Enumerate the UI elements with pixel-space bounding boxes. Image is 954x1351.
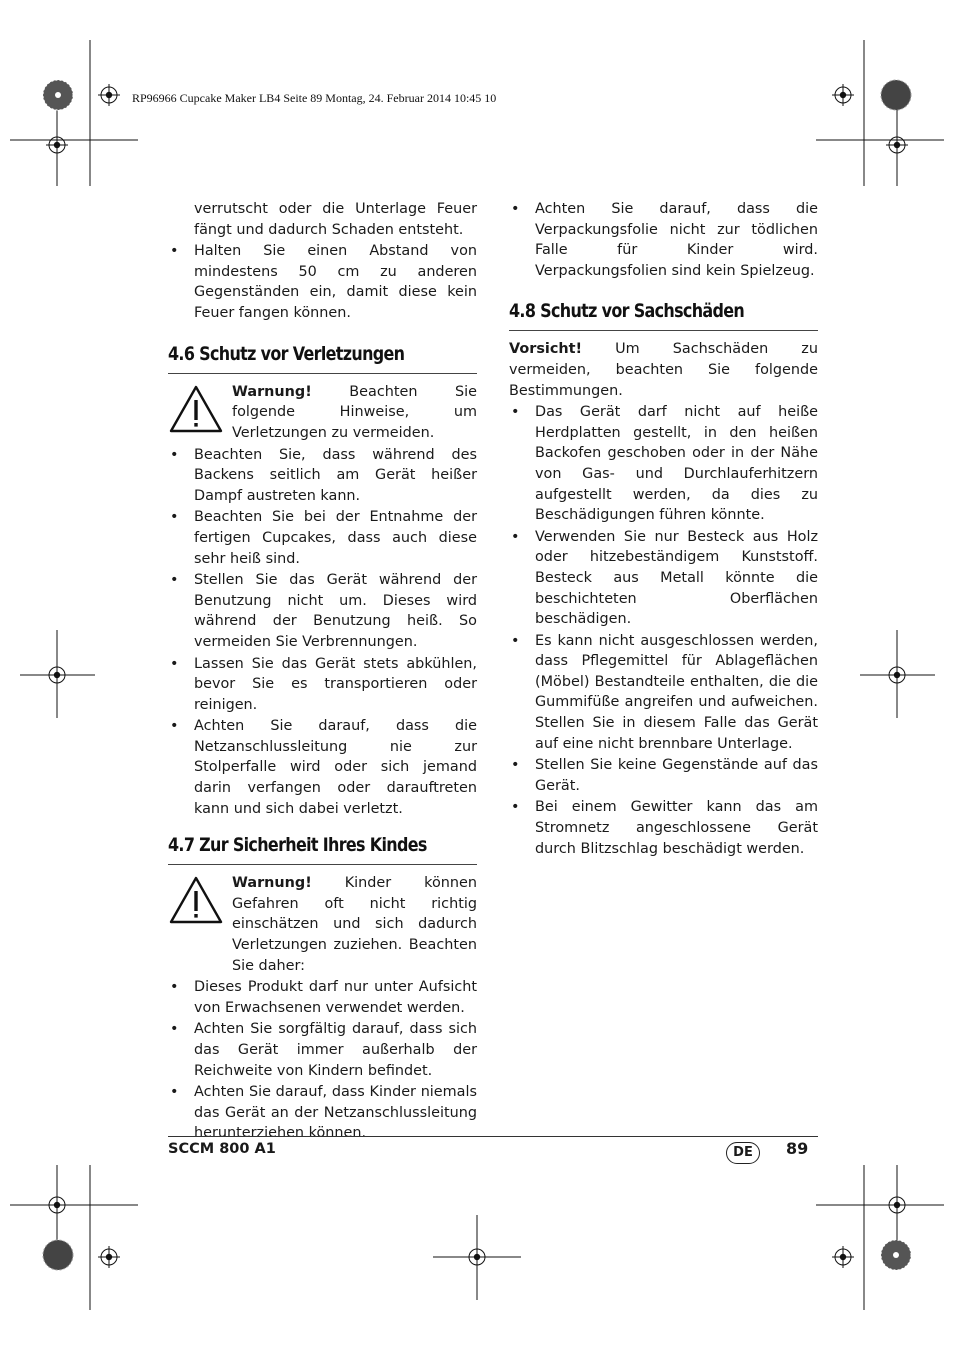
list-item: • Beachten Sie, dass während des Backens seitlich am Gerät heißer Dampf austreten kann. (168, 445, 477, 507)
right-column (509, 199, 818, 860)
bullet-list (168, 445, 477, 820)
caution-keyword: Vorsicht! (509, 341, 583, 358)
bullet-list (168, 977, 477, 1144)
list-item: • Achten Sie darauf, dass Kinder niemals das Gerät an der Netzanschlussleitung herunterziehen können. (168, 1082, 477, 1144)
list-item: • Lassen Sie das Gerät stets abkühlen, bevor Sie es transportieren oder reinigen. (168, 654, 477, 716)
warning-text: Beachten Sie folgende Hinweise, um Verletzungen zu vermeiden. (232, 383, 477, 441)
caution-text: Um Sachschäden zu vermeiden, beachten Sie folgende Bestimmungen. (509, 341, 818, 399)
section-heading-4-8: 4.8 Schutz vor Sachschäden (509, 300, 745, 323)
print-slug: RP96966 Cupcake Maker LB4 Seite 89 Montag, 24. Februar 2014 10:45 10 (132, 91, 497, 105)
continued-text: verrutscht oder die Unterlage Feuer fängt und dadurch Schaden entsteht. (194, 201, 477, 238)
heading-rule (168, 864, 477, 865)
caution-paragraph (509, 339, 818, 401)
section-heading-4-6: 4.6 Schutz vor Verletzungen (168, 342, 405, 365)
heading-rule (168, 373, 477, 374)
list-item: • Beachten Sie bei der Entnahme der fertigen Cupcakes, dass auch diese sehr heiß sind. (168, 507, 477, 569)
list-item: • Stellen Sie das Gerät während der Benutzung nicht um. Dieses wird während der Benutzung heiß. So vermeiden Sie Verbrennungen. (168, 570, 477, 652)
warning-triangle-icon (168, 384, 224, 434)
bullet-list (509, 199, 818, 281)
list-item: • Das Gerät darf nicht auf heiße Herdplatten gestellt, in den heißen Backofen geschoben oder in der Nähe von Gas- und Durchlauferhitzern aufgestellt werden, da dies zu Beschädigungen führen könnte. (509, 402, 818, 526)
list-item: • Dieses Produkt darf nur unter Aufsicht von Erwachsenen verwendet werden. (168, 977, 477, 1018)
list-item: • Achten Sie darauf, dass die Verpackungsfolie nicht zur tödlichen Falle für Kinder wird. Verpackungsfolien sind kein Spielzeug. (509, 199, 818, 281)
list-item: • Stellen Sie keine Gegenstände auf das Gerät. (509, 755, 818, 796)
warning-keyword: Warnung! (232, 383, 312, 400)
list-item: • Achten Sie darauf, dass die Netzanschlussleitung nie zur Stolperfalle wird oder sich jemand darin verfangen oder darauftreten kann und sich dabei verletzt. (168, 716, 477, 819)
list-item: • Bei einem Gewitter kann das am Stromnetz angeschlossene Gerät durch Blitzschlag beschädigt werden. (509, 797, 818, 859)
language-badge: DE (726, 1142, 760, 1164)
list-item: • Es kann nicht ausgeschlossen werden, dass Pflegemittel für Ablageflächen (Möbel) Bestandteile enthalten, die die Gummifüße angreifen und aufweichen. Stellen Sie in diesem Falle das Gerät auf eine nicht brennbare Unterlage. (509, 631, 818, 755)
warning-box (168, 382, 477, 444)
warning-box (168, 873, 477, 976)
list-item: • Halten Sie einen Abstand von mindestens 50 cm zu anderen Gegenständen ein, damit diese kein Feuer fangen können. (168, 241, 477, 323)
list-item: • Verwenden Sie nur Besteck aus Holz oder hitzebeständigem Kunststoff. Besteck aus Metall könnte die beschichteten Oberflächen beschädigen. (509, 527, 818, 630)
warning-triangle-icon (168, 875, 224, 925)
list-item: • Achten Sie sorgfältig darauf, dass sich das Gerät immer außerhalb der Reichweite von Kindern befindet. (168, 1019, 477, 1081)
footer-rule (168, 1136, 818, 1137)
warning-text: Kinder können Gefahren oft nicht richtig einschätzen und sich dadurch Verletzungen zuziehen. Beachten Sie daher: (232, 875, 477, 974)
warning-keyword: Warnung! (232, 875, 312, 892)
footer-model: SCCM 800 A1 (168, 1141, 276, 1157)
bullet-list (509, 402, 818, 859)
bullet-list (168, 241, 477, 323)
heading-rule (509, 330, 818, 331)
left-column (168, 199, 477, 1145)
page-number: 89 (786, 1139, 809, 1158)
section-heading-4-7: 4.7 Zur Sicherheit Ihres Kindes (168, 834, 427, 857)
